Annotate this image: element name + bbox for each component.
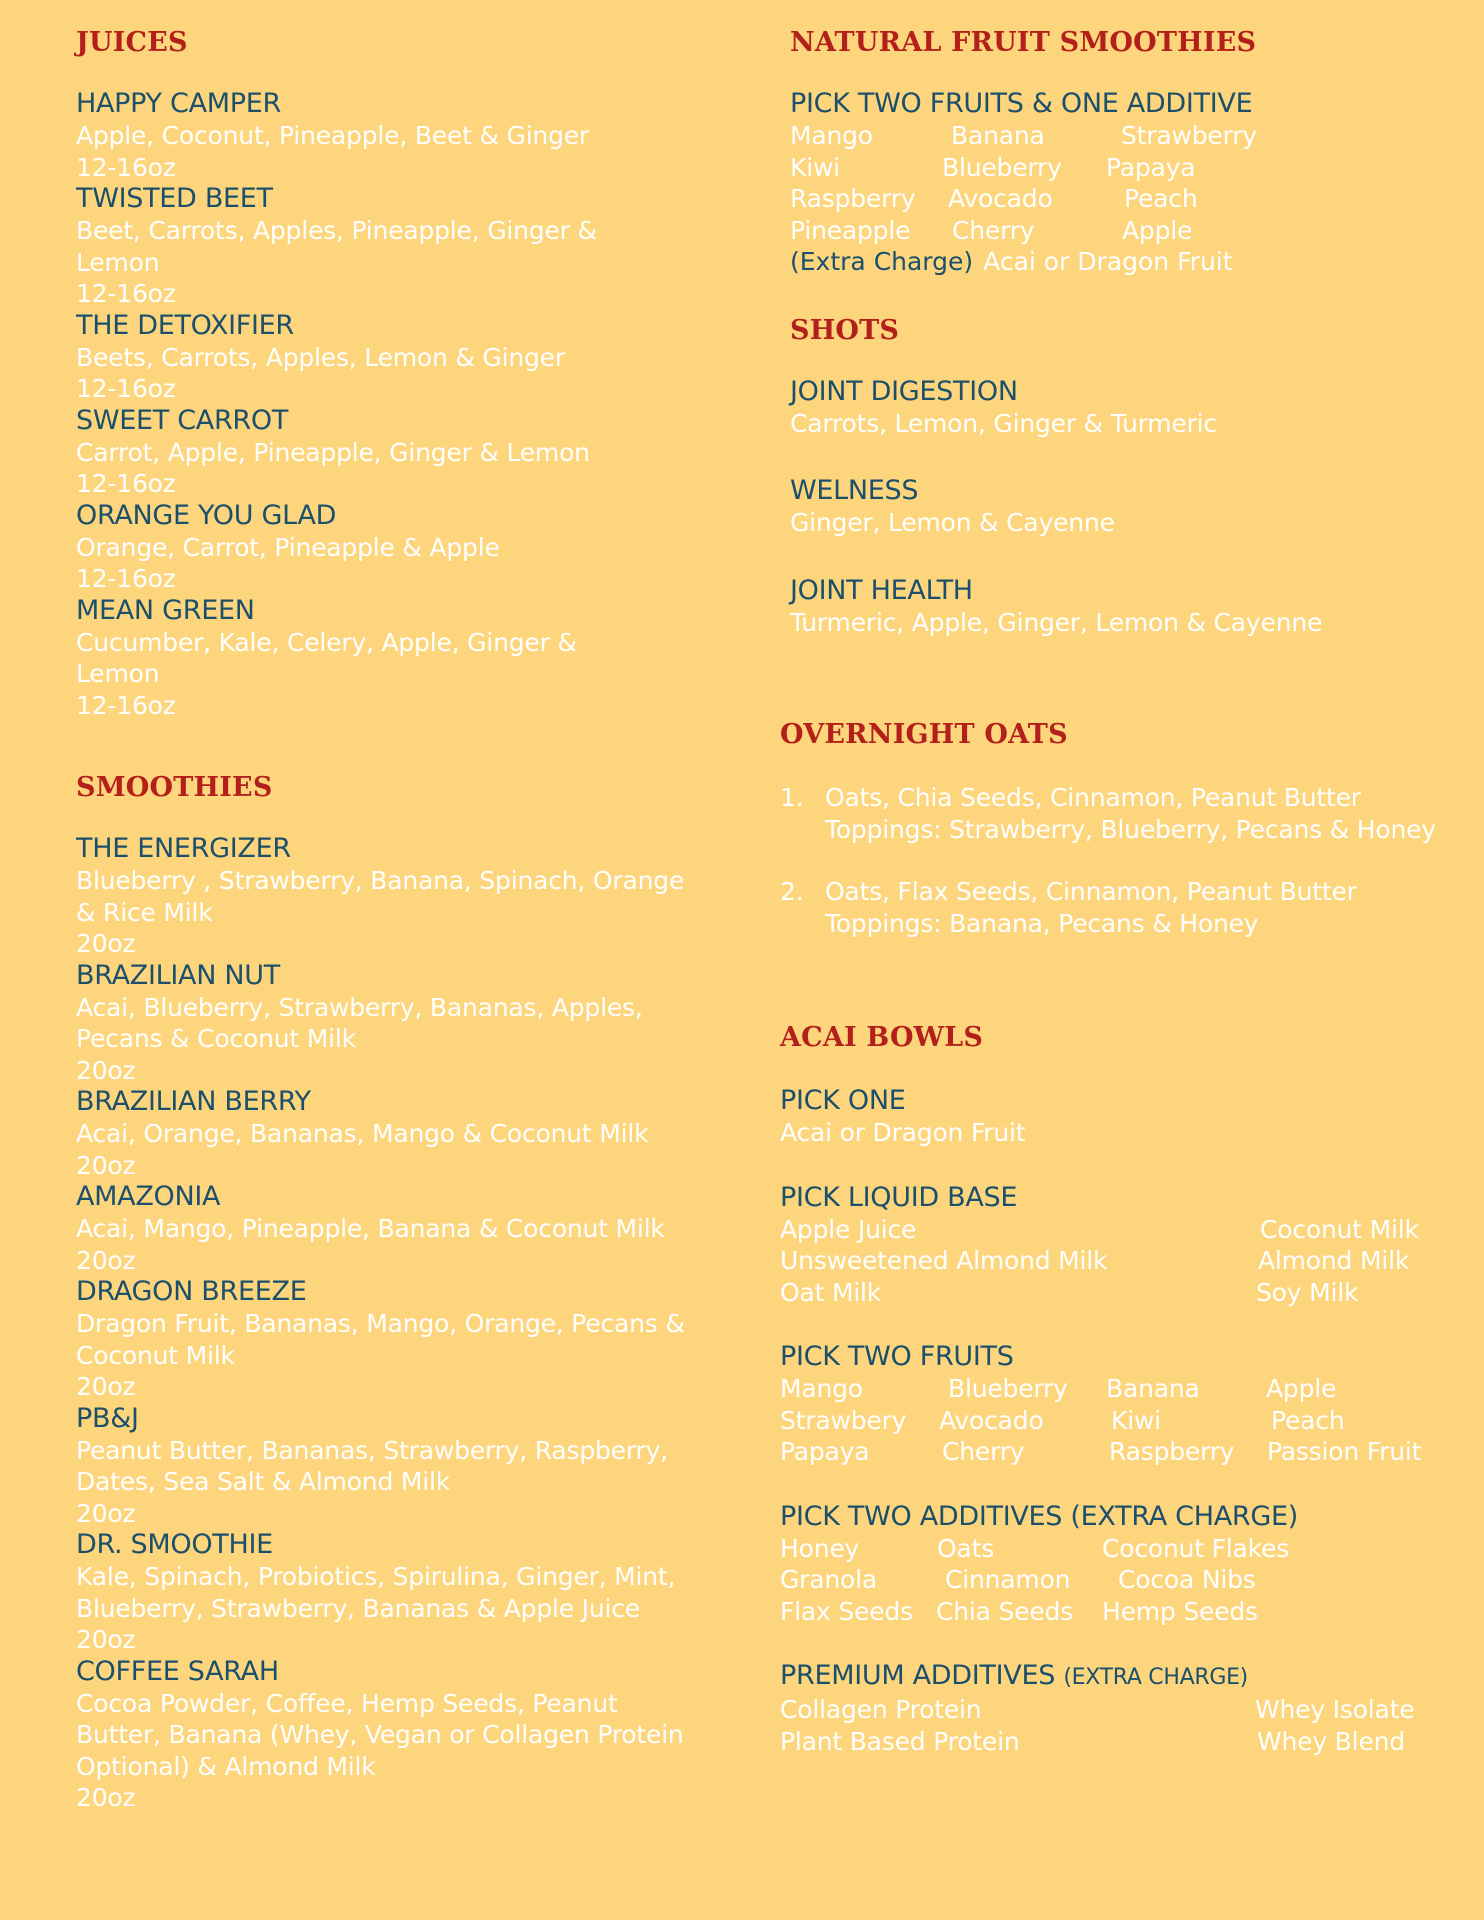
shot-item — [790, 475, 1470, 539]
item-desc: Cucumber, Kale, Celery, Apple, Ginger & — [76, 627, 577, 657]
item-size: 12-16oz — [76, 279, 176, 308]
item-size: 12-16oz — [76, 469, 176, 498]
item-desc: Kale, Spinach, Probiotics, Spirulina, Ginger, Mint, — [76, 1562, 676, 1591]
smoothie-item — [76, 1086, 736, 1181]
natural-smoothies-block — [790, 88, 1470, 278]
option-row — [780, 1405, 1470, 1437]
acai-fruits — [780, 1341, 1470, 1468]
item-size: 20oz — [76, 1625, 136, 1654]
extra-charge-label: (Extra Charge) — [790, 247, 974, 276]
juice-item — [76, 595, 736, 722]
juice-item — [76, 88, 736, 183]
item-title: PICK TWO FRUITS — [780, 1341, 1014, 1372]
item-title: JOINT HEALTH — [790, 574, 973, 606]
smoothie-item — [76, 1403, 736, 1530]
item-desc: Peanut Butter, Bananas, Strawberry, Raspberry, — [76, 1435, 668, 1465]
option: Plant Based Protein — [780, 1726, 1020, 1756]
option: Honey — [780, 1533, 860, 1563]
fruit-option: Cherry — [952, 215, 1035, 245]
acai-liquid-base — [780, 1182, 1470, 1309]
option-row — [780, 1373, 1470, 1405]
fruit-row — [790, 120, 1470, 152]
shot-item — [790, 376, 1470, 440]
item-title: BRAZILIAN NUT — [76, 959, 280, 991]
option: Blueberry — [948, 1374, 1068, 1403]
shots-heading: SHOTS — [790, 314, 900, 346]
option: Mango — [780, 1374, 863, 1403]
item-size: 20oz — [76, 1055, 136, 1085]
shots-block — [790, 376, 1470, 639]
item-toppings: Toppings: Strawberry, Blueberry, Pecans & Honey — [825, 814, 1436, 844]
item-desc: Carrot, Apple, Pineapple, Ginger & Lemon — [76, 437, 590, 467]
item-title: ORANGE YOU GLAD — [76, 499, 337, 531]
option: Whey Isolate — [1255, 1695, 1415, 1724]
option: Oat Milk — [780, 1277, 882, 1307]
item-title: HAPPY CAMPER — [76, 88, 281, 119]
smoothie-item — [76, 1656, 736, 1814]
option: Whey Blend — [1257, 1726, 1405, 1756]
item-desc: Acai, Orange, Bananas, Mango & Coconut Milk — [76, 1119, 649, 1148]
item-title: COFFEE SARAH — [76, 1655, 279, 1687]
item-desc: Apple, Coconut, Pineapple, Beet & Ginger — [76, 121, 590, 150]
acai-pick-one — [780, 1085, 1470, 1149]
option: Oats — [937, 1533, 995, 1563]
item-desc: Dates, Sea Salt & Almond Milk — [76, 1467, 451, 1496]
fruit-row — [790, 183, 1470, 215]
item-desc: Turmeric, Apple, Ginger, Lemon & Cayenne — [790, 607, 1323, 637]
premium-title: PREMIUM ADDITIVES — [780, 1660, 1056, 1691]
item-desc: Lemon — [76, 659, 160, 688]
item-title: DRAGON BREEZE — [76, 1276, 307, 1307]
option-row — [780, 1245, 1470, 1277]
item-desc: Optional) & Almond Milk — [76, 1751, 376, 1781]
option: Cocoa Nibs — [1118, 1565, 1256, 1594]
acai-additives — [780, 1501, 1470, 1628]
item-desc: Beet, Carrots, Apples, Pineapple, Ginger & — [76, 216, 597, 245]
option: Cherry — [942, 1437, 1025, 1466]
acai-heading: ACAI BOWLS — [780, 1022, 984, 1053]
juice-item — [76, 310, 736, 405]
option: Papaya — [780, 1437, 870, 1466]
item-title: PB&J — [76, 1402, 139, 1434]
fruit-option: Kiwi — [790, 152, 840, 182]
left-column — [76, 0, 736, 1814]
option: Coconut Flakes — [1102, 1533, 1290, 1563]
option: Coconut Milk — [1260, 1214, 1419, 1244]
item-size: 20oz — [76, 929, 136, 958]
juice-item — [76, 405, 736, 500]
fruit-option: Mango — [790, 121, 873, 150]
item-toppings: Toppings: Banana, Pecans & Honey — [825, 908, 1259, 938]
option: Granola — [780, 1565, 877, 1594]
juice-item — [76, 183, 736, 310]
item-title — [780, 1660, 1470, 1694]
fruit-option: Pineapple — [790, 215, 911, 245]
option: Kiwi — [1111, 1405, 1161, 1435]
item-desc: Oats, Flax Seeds, Cinnamon, Peanut Butter — [825, 877, 1357, 906]
item-desc: & Rice Milk — [76, 897, 213, 927]
option: Soy Milk — [1256, 1277, 1359, 1307]
fruit-option: Blueberry — [942, 152, 1062, 182]
extra-charge-row — [790, 246, 1470, 278]
smoothies-heading: SMOOTHIES — [76, 772, 273, 803]
item-desc: Pecans & Coconut Milk — [76, 1024, 356, 1053]
item-title: TWISTED BEET — [76, 183, 273, 214]
item-title: PICK ONE — [780, 1085, 906, 1116]
option: Raspberry — [1109, 1437, 1235, 1466]
extra-charge-value: Acai or Dragon Fruit — [983, 247, 1233, 276]
option: Avocado — [939, 1405, 1044, 1435]
option-row — [780, 1596, 1470, 1628]
fruit-option: Strawberry — [1121, 121, 1257, 150]
option: Passion Fruit — [1267, 1437, 1422, 1466]
item-desc: Blueberry, Strawberry, Bananas & Apple Juice — [76, 1593, 640, 1623]
item-title: AMAZONIA — [76, 1181, 221, 1212]
premium-title-note: (EXTRA CHARGE) — [1063, 1665, 1248, 1690]
item-size: 20oz — [76, 1150, 136, 1180]
option: Chia Seeds — [936, 1596, 1074, 1626]
smoothie-item — [76, 960, 736, 1087]
option: Banana — [1106, 1374, 1200, 1403]
smoothie-item — [76, 833, 736, 960]
fruit-option: Papaya — [1106, 152, 1196, 182]
item-title: MEAN GREEN — [76, 594, 255, 626]
option: Collagen Protein — [780, 1695, 982, 1724]
option-row — [780, 1726, 1470, 1758]
item-title: DR. SMOOTHIE — [76, 1529, 273, 1560]
item-title: PICK LIQUID BASE — [780, 1181, 1018, 1213]
option-row — [780, 1214, 1470, 1246]
option: Peach — [1271, 1405, 1345, 1435]
option: Hemp Seeds — [1102, 1596, 1258, 1626]
option: Flax Seeds — [780, 1596, 913, 1626]
item-desc: Acai, Blueberry, Strawberry, Bananas, Apples, — [76, 992, 643, 1022]
item-desc: Ginger, Lemon & Cayenne — [790, 508, 1115, 537]
option: Apple — [1266, 1374, 1337, 1403]
option: Unsweetened Almond Milk — [780, 1246, 1108, 1275]
item-desc: Orange, Carrot, Pineapple & Apple — [76, 532, 500, 562]
smoothie-item — [76, 1181, 736, 1276]
item-desc: Butter, Banana (Whey, Vegan or Collagen Protein — [76, 1720, 684, 1749]
option-row — [780, 1533, 1470, 1565]
item-desc: Acai, Mango, Pineapple, Banana & Coconut Milk — [76, 1214, 665, 1243]
option: Almond Milk — [1258, 1246, 1410, 1275]
item-desc: Acai or Dragon Fruit — [780, 1118, 1026, 1147]
oats-block — [780, 782, 1470, 939]
item-title: SWEET CARROT — [76, 404, 289, 436]
item-number: 1. — [780, 783, 804, 812]
item-size: 12-16oz — [76, 374, 176, 403]
natural-subheading: PICK TWO FRUITS & ONE ADDITIVE — [790, 88, 1253, 119]
option-row — [780, 1564, 1470, 1596]
item-desc: Coconut Milk — [76, 1340, 235, 1370]
option-row — [780, 1436, 1470, 1468]
item-number: 2. — [780, 877, 804, 906]
item-size: 20oz — [76, 1372, 136, 1401]
right-column — [780, 0, 1470, 1757]
item-title: THE DETOXIFIER — [76, 309, 294, 341]
item-desc: Cocoa Powder, Coffee, Hemp Seeds, Peanut — [76, 1688, 618, 1718]
item-desc: Carrots, Lemon, Ginger & Turmeric — [790, 408, 1217, 438]
fruit-row — [790, 215, 1470, 247]
item-desc: Blueberry , Strawberry, Banana, Spinach, Orange — [76, 866, 685, 895]
item-size: 20oz — [76, 1498, 136, 1528]
item-title: THE ENERGIZER — [76, 833, 291, 864]
option-row — [780, 1694, 1470, 1726]
item-desc: Beets, Carrots, Apples, Lemon & Ginger — [76, 342, 565, 372]
natural-smoothies-heading: NATURAL FRUIT SMOOTHIES — [790, 27, 1257, 58]
oats-item — [780, 782, 1470, 845]
option: Apple Juice — [780, 1214, 917, 1244]
fruit-option: Banana — [951, 121, 1045, 150]
item-size: 12-16oz — [76, 564, 176, 593]
item-size: 20oz — [76, 1783, 136, 1812]
item-desc: Lemon — [76, 247, 160, 277]
option-row — [780, 1277, 1470, 1309]
fruit-option: Apple — [1122, 215, 1193, 245]
item-size: 20oz — [76, 1245, 136, 1275]
option: Cinnamon — [945, 1565, 1071, 1594]
oats-item — [780, 876, 1470, 939]
smoothie-item — [76, 1276, 736, 1403]
option: Strawbery — [780, 1405, 907, 1435]
item-title: BRAZILIAN BERRY — [76, 1086, 311, 1117]
item-desc: Oats, Chia Seeds, Cinnamon, Peanut Butter — [825, 783, 1361, 812]
acai-premium-additives — [780, 1660, 1470, 1757]
item-title: JOINT DIGESTION — [790, 375, 1018, 407]
item-title: PICK TWO ADDITIVES (EXTRA CHARGE) — [780, 1500, 1298, 1532]
juice-item — [76, 500, 736, 595]
smoothie-item — [76, 1529, 736, 1656]
fruit-row — [790, 152, 1470, 184]
item-size: 12-16oz — [76, 690, 176, 720]
item-title: WELNESS — [790, 475, 919, 506]
item-size: 12-16oz — [76, 152, 176, 182]
juices-heading: JUICES — [76, 27, 188, 58]
fruit-option: Raspberry — [790, 184, 916, 213]
oats-heading: OVERNIGHT OATS — [780, 719, 1068, 750]
shot-item — [790, 575, 1470, 639]
fruit-option: Peach — [1124, 184, 1198, 213]
item-desc: Dragon Fruit, Bananas, Mango, Orange, Pecans & — [76, 1309, 685, 1338]
fruit-option: Avocado — [948, 184, 1053, 213]
